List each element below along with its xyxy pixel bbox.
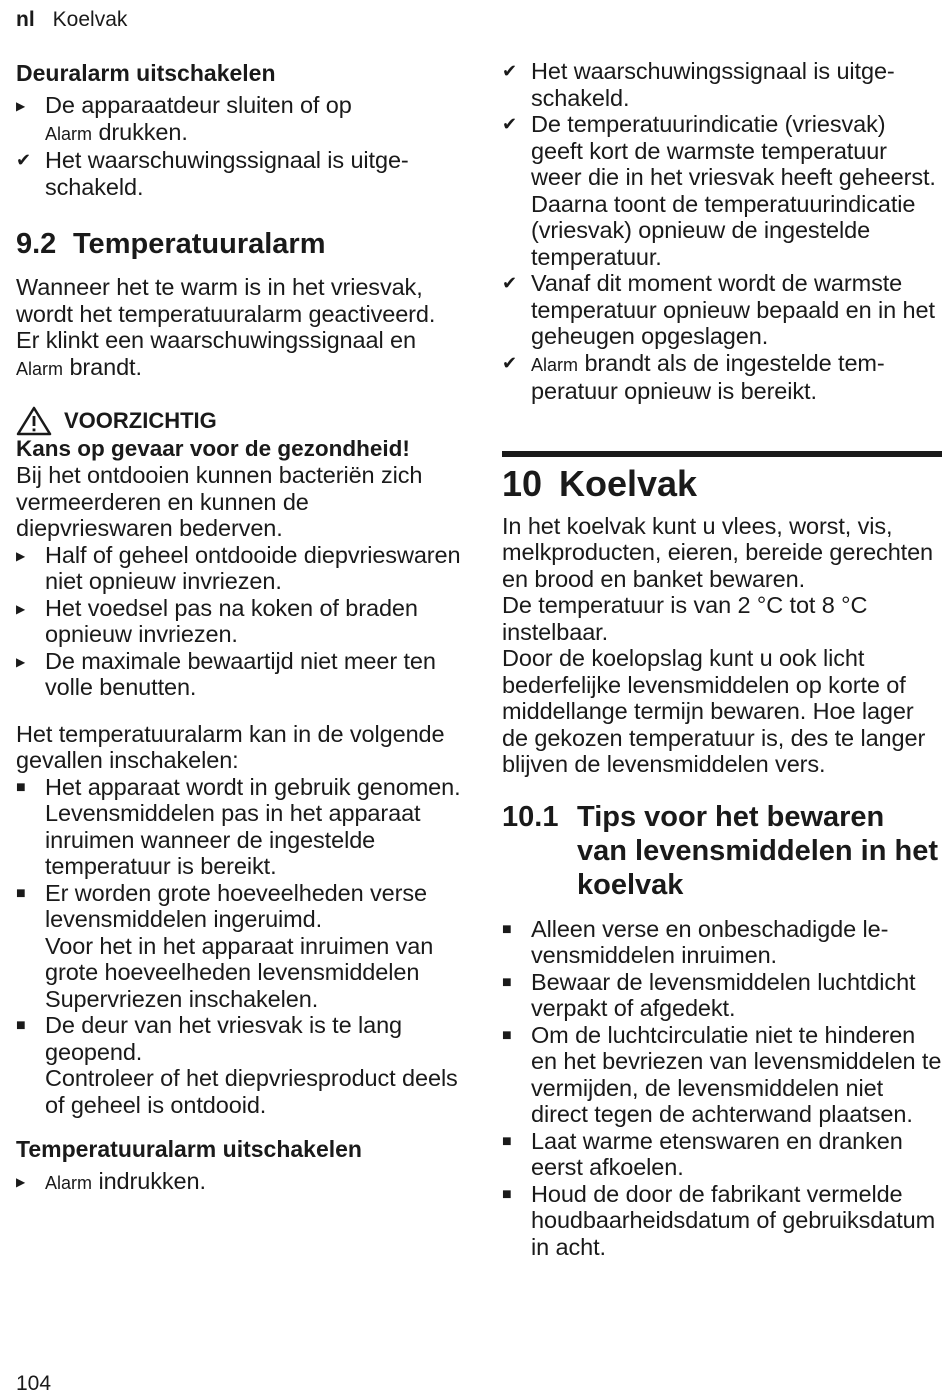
warning-triangle-icon — [16, 406, 52, 436]
temperature-alarm-off-heading: Temperatuuralarm uitschakelen — [16, 1136, 362, 1162]
section-name: Koelvak — [52, 8, 128, 31]
alarm-button-label: Alarm — [16, 358, 64, 379]
alarm-button-label: Alarm — [45, 1173, 93, 1193]
list-item: ■ Het apparaat wordt in gebruik genomen. Levensmiddelen pas in het apparaat inruimen wanneer de ingestelde temperatuur is bereikt. — [16, 773, 461, 879]
triangle-right-icon: ▶ — [16, 601, 26, 616]
alarm-button-label: Alarm — [45, 123, 93, 144]
square-icon: ■ — [502, 1185, 512, 1203]
check-icon: ✔ — [502, 273, 517, 293]
chapter-paragraph-2: De temperatuur is van 2 °C tot 8 °C instelbaar. — [502, 592, 868, 645]
triangle-right-icon: ▶ — [16, 1175, 26, 1189]
step-item: ▶ Alarm indrukken. — [16, 1168, 206, 1194]
step-item: ▶ Half of geheel ontdooide diepvrieswaren niet opnieuw invriezen. — [16, 541, 461, 594]
chapter-number: 10 — [502, 462, 543, 504]
check-icon: ✔ — [502, 61, 517, 81]
caution-label: VOORZICHTIG — [64, 408, 217, 433]
check-icon: ✔ — [502, 114, 517, 134]
cases-list — [16, 774, 461, 1119]
square-icon: ■ — [16, 884, 26, 902]
temperature-alarm-results — [502, 58, 942, 405]
list-item: ■ Laat warme etenswaren en dranken eerst afkoelen. — [502, 1127, 903, 1180]
section-number: 9.2 — [16, 228, 57, 260]
triangle-right-icon: ▶ — [16, 99, 26, 113]
door-alarm-steps — [16, 92, 461, 200]
check-icon: ✔ — [502, 352, 517, 373]
section-heading-tips — [502, 800, 942, 902]
chapter-rule — [502, 451, 942, 457]
caution-heading — [16, 406, 461, 436]
result-item: ✔ Vanaf dit moment wordt de warmste temperatuur opnieuw bepaald en in het geheugen opgeslagen. — [502, 270, 935, 349]
list-item: ■ Er worden grote hoeveelheden verse levensmiddelen ingeruimd. Voor het in het apparaat inruimen van grote hoeveelheden levensmiddelen Supervriezen inschakelen. — [16, 879, 434, 1012]
step-item: ▶ De apparaatdeur sluiten of op Alarm drukken. — [16, 92, 352, 145]
temperature-alarm-signal-text: Er klinkt een waarschuwingssignaal en Alarm brandt. — [16, 327, 416, 380]
square-icon: ■ — [502, 920, 512, 938]
left-column — [16, 58, 461, 1197]
temperature-alarm-intro: Wanneer het te warm is in het vriesvak, wordt het temperatuuralarm geactiveerd. — [16, 274, 436, 327]
square-icon: ■ — [502, 1132, 512, 1150]
list-item: ■ Alleen verse en onbeschadigde levensmiddelen inruimen. — [502, 915, 889, 968]
page-header — [16, 8, 127, 32]
result-item: ✔ Het waarschuwingssignaal is uitgeschakeld. — [502, 58, 895, 111]
caution-subtitle: Kans op gevaar voor de gezondheid! — [16, 436, 410, 461]
result-item: ✔ Alarm brandt als de ingestelde temperatuur opnieuw is bereikt. — [502, 349, 885, 404]
step-item: ▶ Het voedsel pas na koken of braden opnieuw invriezen. — [16, 594, 418, 647]
caution-steps — [16, 542, 461, 701]
cases-intro: Het temperatuuralarm kan in de volgende gevallen inschakelen: — [16, 720, 445, 773]
check-icon: ✔ — [16, 150, 31, 170]
temperature-alarm-off-steps — [16, 1168, 461, 1197]
chapter-paragraph-1: In het koelvak kunt u vlees, worst, vis, melkproducten, eieren, bereide gerechten en brood en banket bewaren. — [502, 512, 934, 592]
alarm-button-label: Alarm — [531, 354, 579, 375]
square-icon: ■ — [502, 973, 512, 991]
triangle-right-icon: ▶ — [16, 548, 26, 563]
section-heading-temperature-alarm — [16, 226, 461, 262]
caution-text: Bij het ontdooien kunnen bacteriën zich vermeerderen en kunnen de diepvrieswaren bederven. — [16, 462, 423, 541]
section-number: 10.1 — [502, 800, 559, 833]
list-item: ■ Bewaar de levensmiddelen luchtdicht verpakt of afgedekt. — [502, 968, 916, 1021]
chapter-paragraph-3: Door de koelopslag kunt u ook licht bederfelijke levensmiddelen op korte of middellange termijn bewaren. Hoe lager de gekozen temperatuur is, des te langer blijven de levensmiddelen vers. — [502, 645, 926, 777]
chapter-heading — [502, 459, 942, 509]
step-item: ▶ De maximale bewaartijd niet meer ten volle benutten. — [16, 647, 436, 700]
result-item: ✔ Het waarschuwingssignaal is uitgeschakeld. — [16, 147, 409, 200]
right-column — [502, 58, 942, 1260]
chapter-title: Koelvak — [559, 462, 698, 504]
list-item: ■ Houd de door de fabrikant vermelde houdbaarheidsdatum of gebruiksdatum in acht. — [502, 1180, 936, 1260]
list-item: ■ Om de luchtcirculatie niet te hinderen en het bevriezen van levensmiddelen te vermijden, de levensmiddelen niet direct tegen de achterwand plaatsen. — [502, 1021, 942, 1127]
section-title: Tips voor het bewaren van levensmiddelen in het koelvak — [577, 800, 938, 901]
section-title: Temperatuuralarm — [73, 228, 326, 260]
triangle-right-icon: ▶ — [16, 654, 26, 669]
square-icon: ■ — [16, 1017, 26, 1034]
list-item: ■ De deur van het vriesvak is te lang geopend. Controleer of het diepvriesproduct deels of geheel is ontdooid. — [16, 1012, 458, 1118]
door-alarm-heading: Deuralarm uitschakelen — [16, 60, 276, 86]
result-item: ✔ De temperatuurindicatie (vriesvak) geeft kort de warmste temperatuur weer die in het vriesvak heeft geheerst. Daarna toont de temperatuurindicatie (vriesvak) opnieuw de ingestelde temperatuur. — [502, 111, 936, 270]
tips-list — [502, 916, 942, 1261]
square-icon: ■ — [16, 778, 26, 796]
page-number: 104 — [16, 1372, 52, 1395]
square-icon: ■ — [502, 1026, 512, 1044]
language-code: nl — [16, 8, 35, 31]
